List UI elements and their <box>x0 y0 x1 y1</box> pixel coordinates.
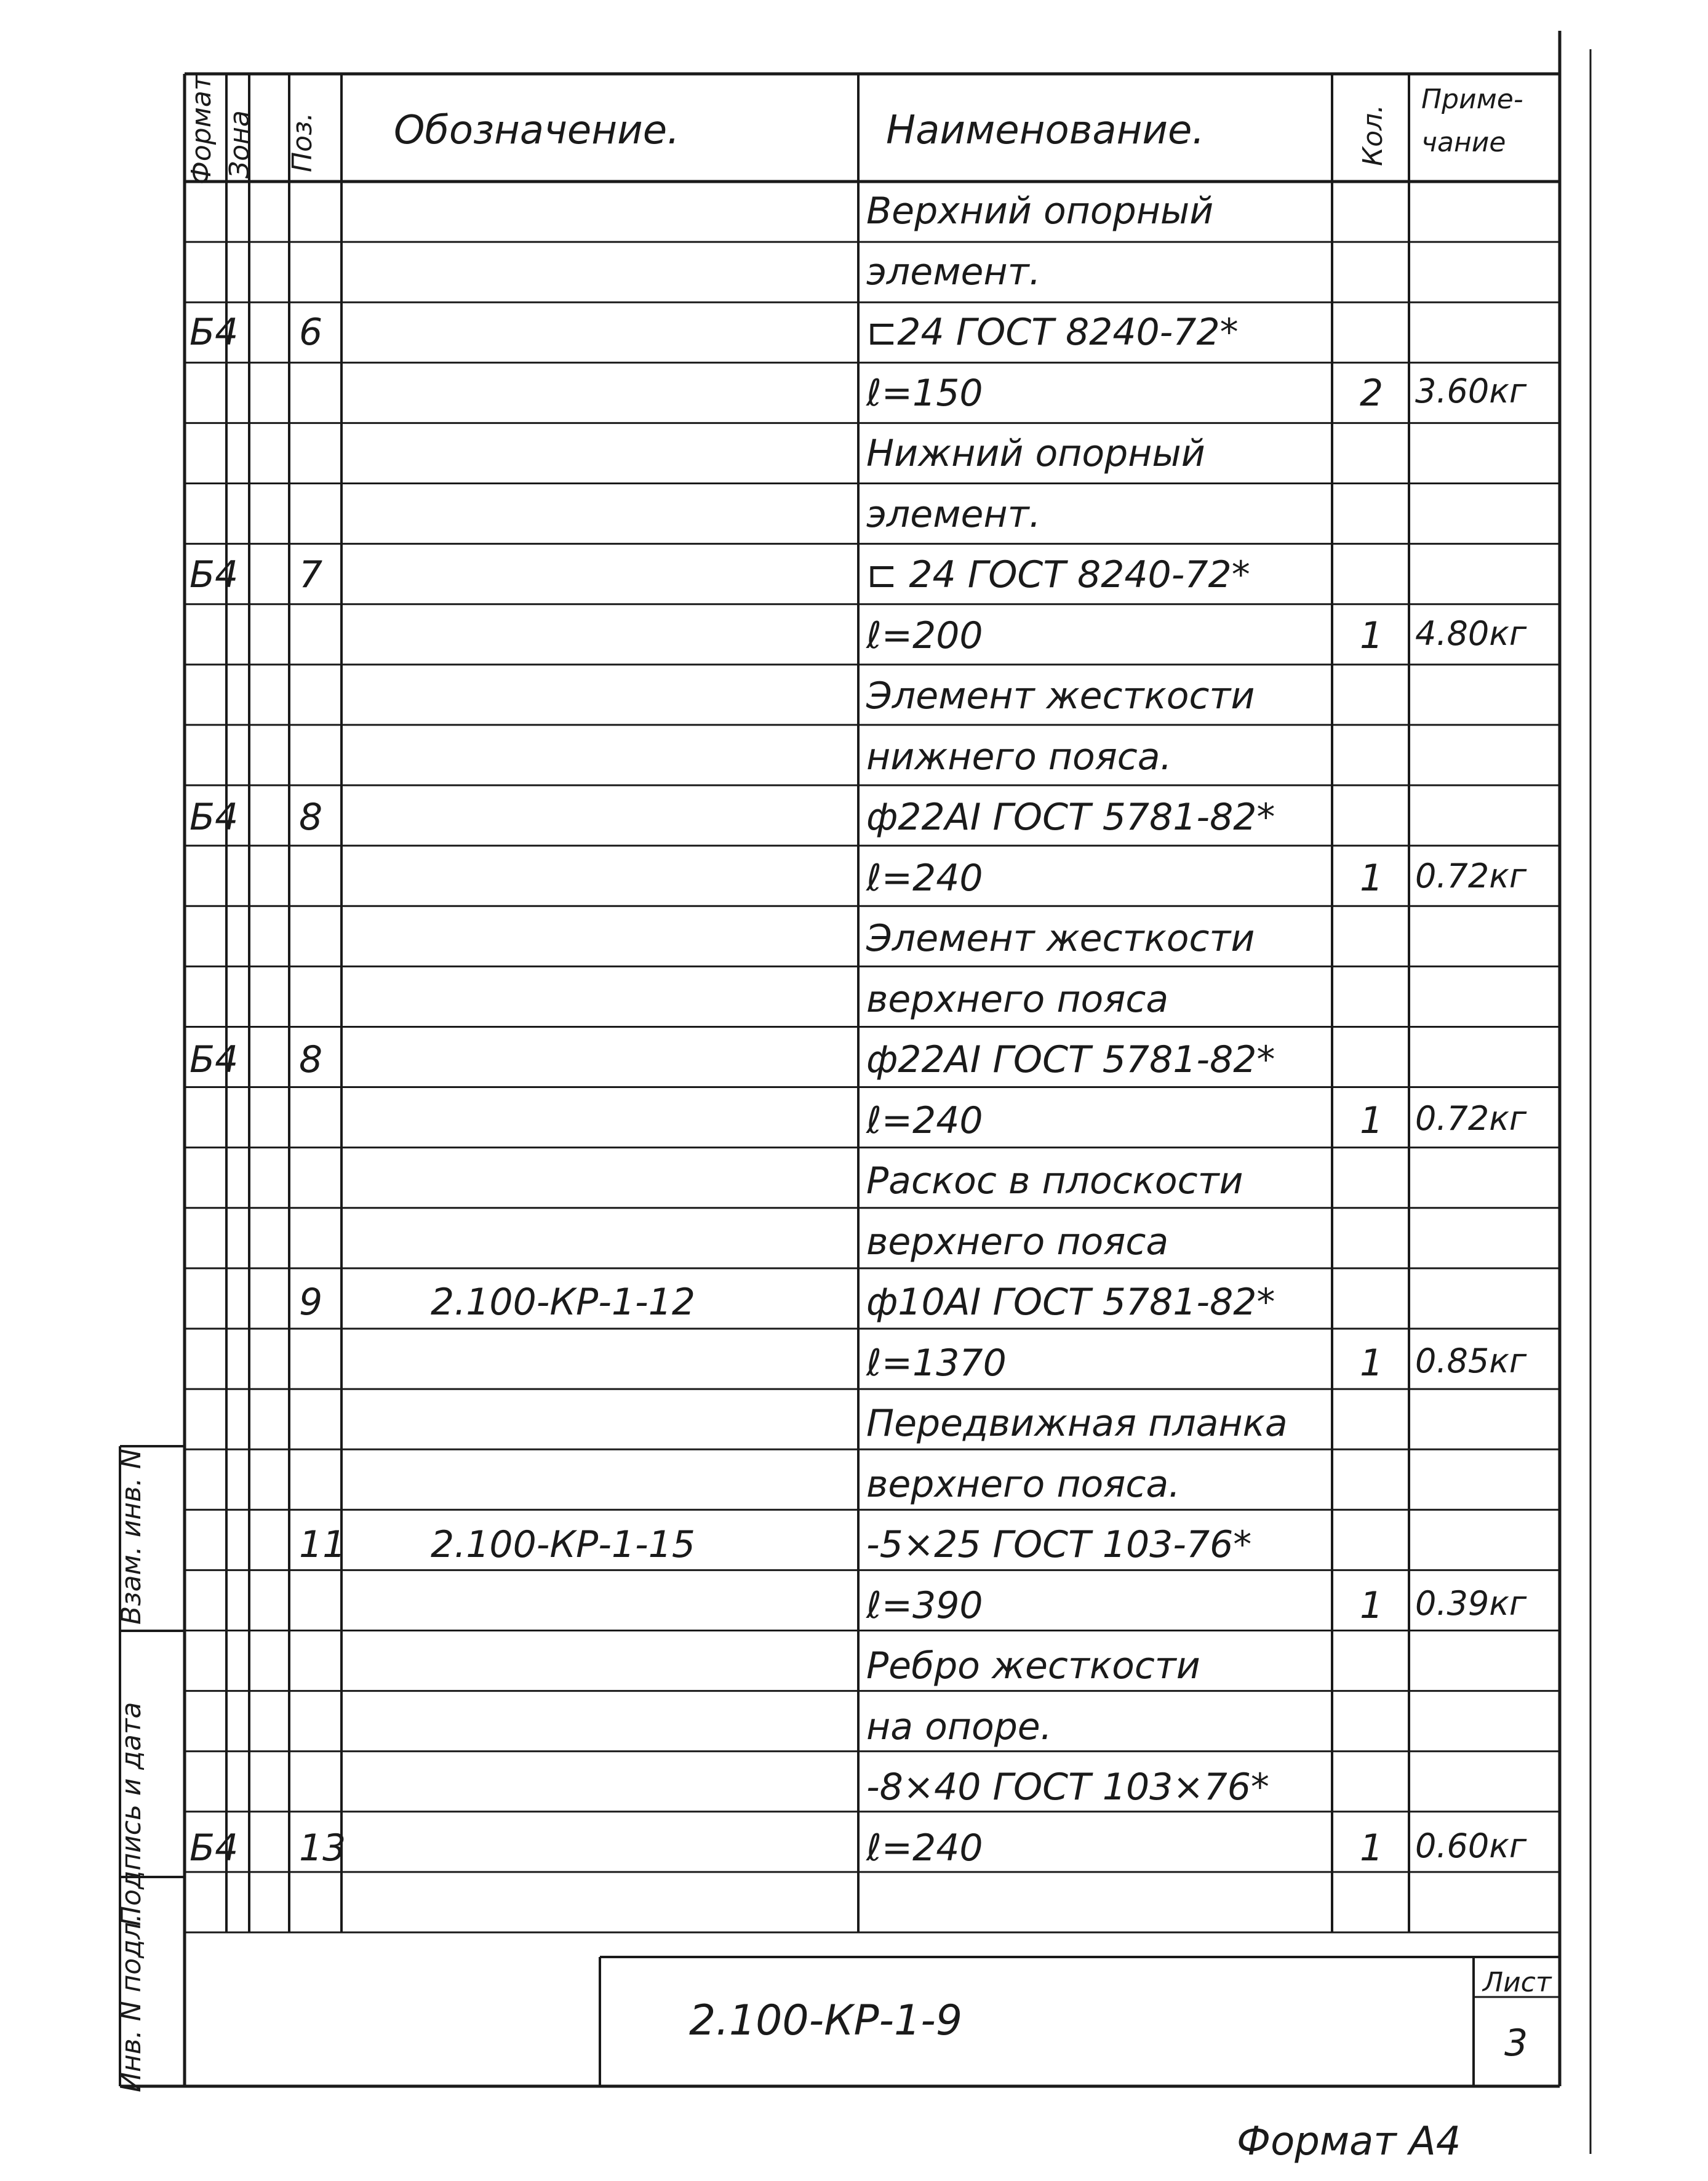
name-cell: Ребро жесткости <box>866 1644 1200 1687</box>
name-cell: -5×25 ГОСТ 103-76* <box>866 1523 1252 1566</box>
name-cell: ℓ=390 <box>866 1583 983 1627</box>
sheet-number: 3 <box>1504 2022 1528 2065</box>
name-cell: -8×40 ГОСТ 103×76* <box>866 1766 1269 1809</box>
header-zone: Зона <box>224 110 255 178</box>
position-cell: 8 <box>299 796 323 839</box>
note-cell: 3.60кг <box>1415 371 1527 410</box>
name-cell: ℓ=200 <box>866 614 983 657</box>
designation-cell: 2.100-КР-1-15 <box>431 1523 696 1566</box>
position-cell: 8 <box>299 1038 323 1081</box>
name-cell: верхнего пояса <box>866 977 1169 1021</box>
quantity-cell: 2 <box>1360 371 1384 415</box>
name-cell: Верхний опорный <box>866 190 1214 233</box>
name-cell: на опоре. <box>866 1705 1052 1748</box>
name-cell: ф10АI ГОСТ 5781-82* <box>866 1281 1275 1324</box>
note-cell: 0.72кг <box>1415 856 1527 895</box>
paper-format-label: Формат А4 <box>1237 2119 1461 2164</box>
header-name: Наименование. <box>886 108 1205 153</box>
position-cell: 13 <box>299 1826 346 1870</box>
name-cell: Передвижная планка <box>866 1402 1288 1445</box>
format-cell: Б4 <box>190 311 239 354</box>
header-note-line1: Приме- <box>1421 84 1523 115</box>
note-cell: 4.80кг <box>1415 614 1527 653</box>
quantity-cell: 1 <box>1360 1583 1384 1627</box>
header-note-line2: чание <box>1421 127 1506 158</box>
name-cell: нижнего пояса. <box>866 735 1172 778</box>
stamp-inv-original: Инв. N подл. <box>116 1913 147 2092</box>
name-cell: элемент. <box>866 250 1041 294</box>
quantity-cell: 1 <box>1360 1826 1384 1870</box>
note-cell: 0.85кг <box>1415 1341 1527 1380</box>
name-cell: ⊏ 24 ГОСТ 8240-72* <box>866 553 1250 596</box>
name-cell: Элемент жесткости <box>866 917 1255 960</box>
position-cell: 6 <box>299 311 323 354</box>
quantity-cell: 1 <box>1360 1341 1384 1385</box>
stamp-inv-replace: Взам. инв. N <box>116 1449 147 1625</box>
name-cell: Нижний опорный <box>866 432 1205 475</box>
header-pos: Поз. <box>287 112 318 172</box>
position-cell: 9 <box>299 1281 323 1324</box>
position-cell: 7 <box>299 553 323 596</box>
name-cell: ℓ=240 <box>866 1099 983 1142</box>
name-cell: ф22АI ГОСТ 5781-82* <box>866 796 1275 839</box>
sheet-label: Лист <box>1483 1967 1552 1998</box>
name-cell: верхнего пояса. <box>866 1462 1181 1506</box>
name-cell: элемент. <box>866 492 1041 536</box>
designation-cell: 2.100-КР-1-12 <box>431 1281 696 1324</box>
name-cell: ℓ=150 <box>866 371 983 415</box>
format-cell: Б4 <box>190 1038 239 1081</box>
format-cell: Б4 <box>190 796 239 839</box>
name-cell: верхнего пояса <box>866 1220 1169 1263</box>
quantity-cell: 1 <box>1360 856 1384 900</box>
format-cell: Б4 <box>190 1826 239 1870</box>
note-cell: 0.39кг <box>1415 1583 1527 1623</box>
format-cell: Б4 <box>190 553 239 596</box>
name-cell: ℓ=240 <box>866 1826 983 1870</box>
name-cell: ℓ=1370 <box>866 1341 1007 1385</box>
position-cell: 11 <box>299 1523 346 1566</box>
name-cell: ⊏24 ГОСТ 8240-72* <box>866 311 1239 354</box>
header-qty: Кол. <box>1357 104 1389 166</box>
note-cell: 0.60кг <box>1415 1826 1527 1865</box>
document-code: 2.100-КР-1-9 <box>689 1996 963 2045</box>
quantity-cell: 1 <box>1360 614 1384 657</box>
stamp-sign-date: Подпись и дата <box>116 1702 147 1926</box>
header-format: Формат <box>186 74 217 185</box>
name-cell: ℓ=240 <box>866 856 983 900</box>
quantity-cell: 1 <box>1360 1099 1384 1142</box>
name-cell: ф22АI ГОСТ 5781-82* <box>866 1038 1275 1081</box>
name-cell: Раскос в плоскости <box>866 1159 1243 1203</box>
header-designation: Обозначение. <box>394 108 680 153</box>
note-cell: 0.72кг <box>1415 1099 1527 1138</box>
name-cell: Элемент жесткости <box>866 674 1255 718</box>
